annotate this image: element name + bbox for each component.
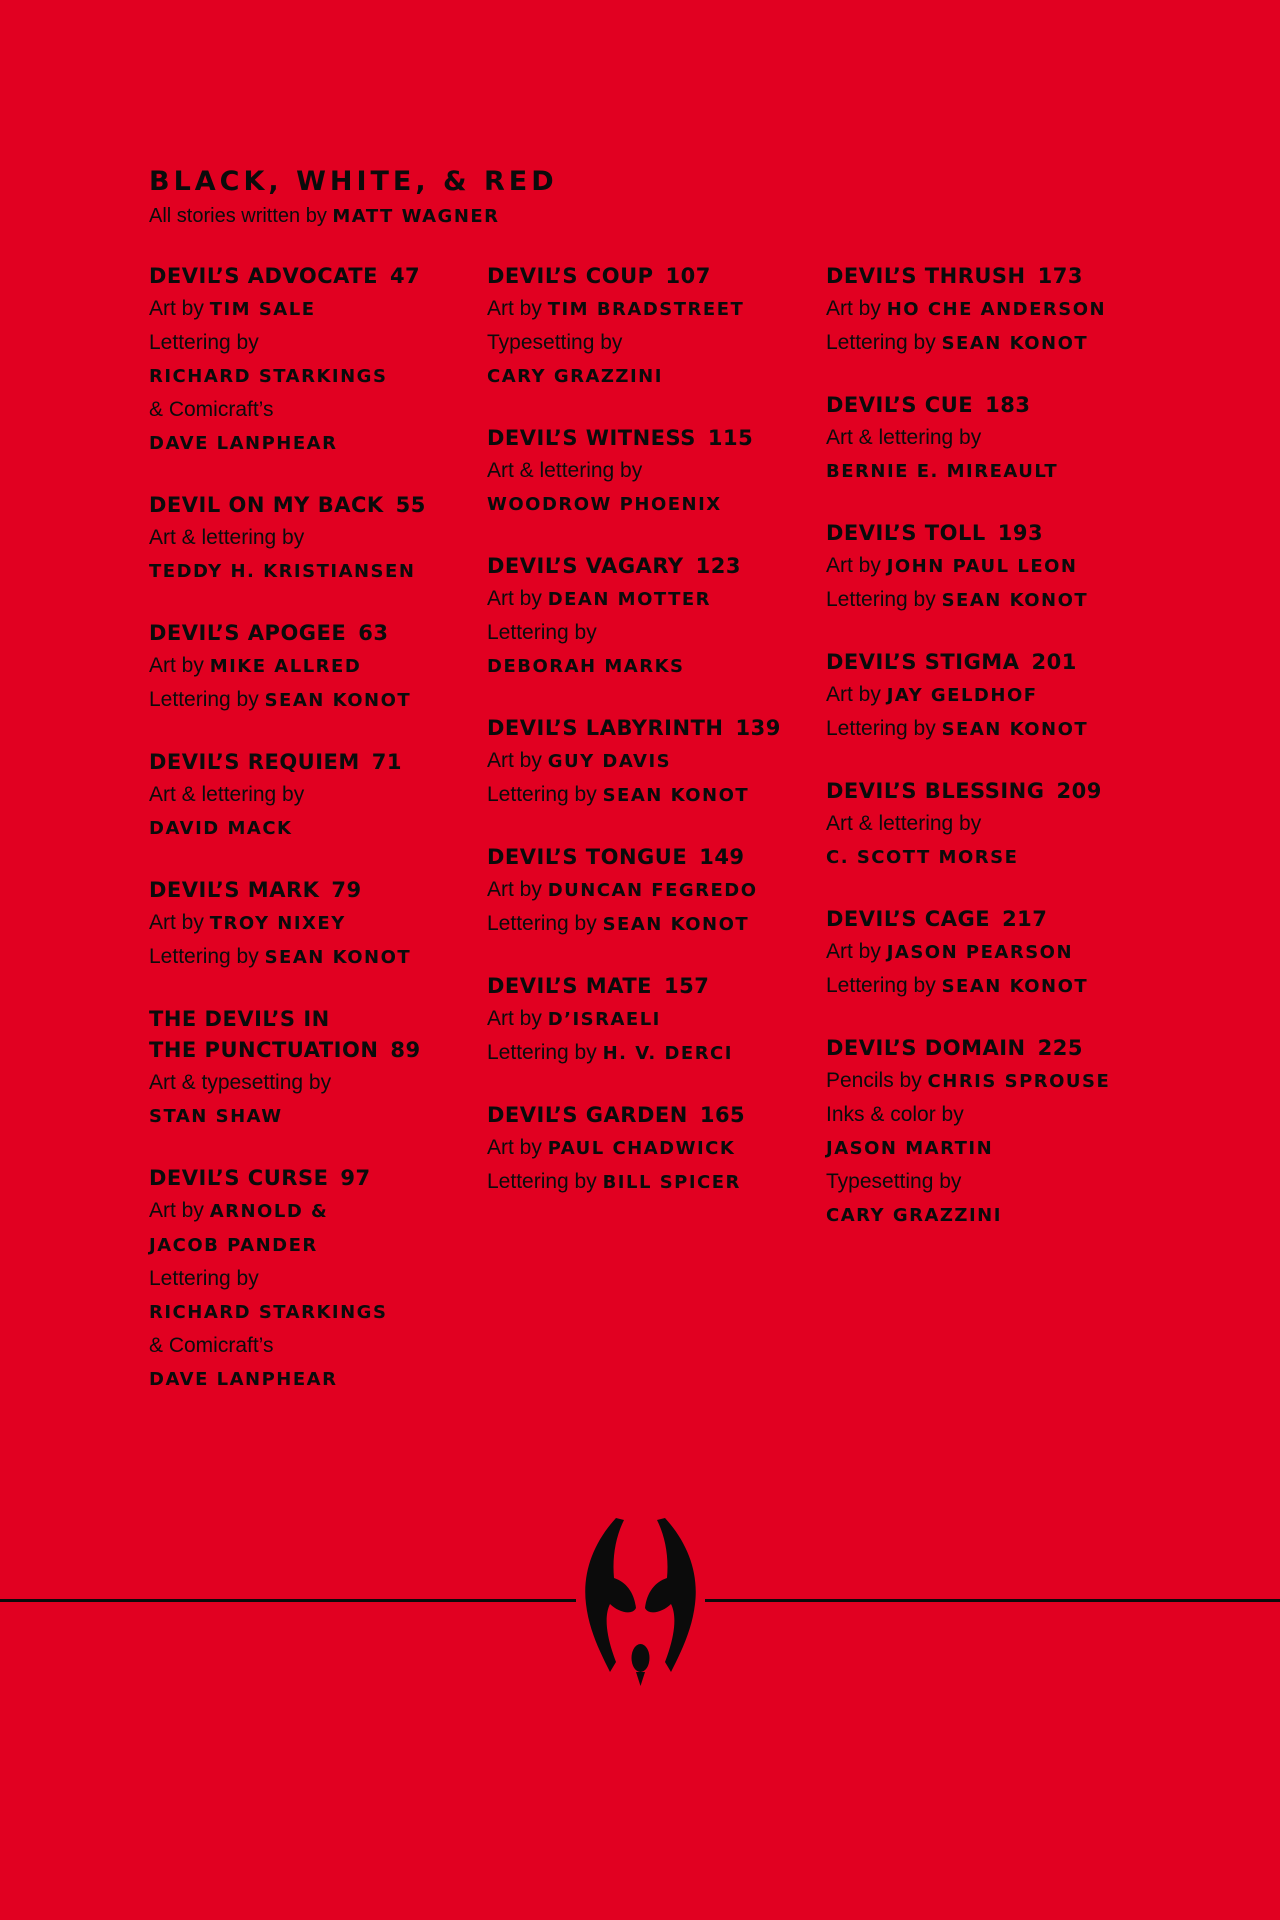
creator-name: TROY NIXEY — [209, 913, 346, 934]
credit-role: Lettering by — [487, 1170, 603, 1193]
credit-line — [826, 421, 1156, 454]
credit-role: Art & lettering by — [826, 812, 982, 835]
credit-role: Lettering by — [487, 1041, 603, 1064]
story-page-number: 165 — [699, 1103, 746, 1127]
credit-line — [826, 549, 1156, 583]
credit-line — [487, 1131, 817, 1165]
story-title: DEVIL’S APOGEE — [149, 621, 347, 645]
story-entry-devils-cage — [826, 904, 1156, 1003]
creator-name: SEAN KONOT — [941, 719, 1089, 740]
story-page-number: 79 — [331, 878, 362, 902]
credit-role: Art & lettering by — [487, 459, 643, 482]
story-entry-devil-on-my-back — [149, 490, 479, 588]
creator-name: WOODROW PHOENIX — [487, 494, 722, 515]
story-heading — [487, 1100, 817, 1131]
divider-rule-right — [705, 1599, 1280, 1602]
credit-line — [487, 1165, 817, 1199]
story-title: DEVIL’S ADVOCATE — [149, 264, 378, 288]
story-page-number: 225 — [1037, 1036, 1083, 1060]
credit-role: Typesetting by — [826, 1170, 962, 1193]
story-heading — [826, 776, 1156, 807]
credit-role: Art by — [487, 1007, 548, 1030]
credit-role: Art by — [487, 749, 548, 772]
creator-name: JASON MARTIN — [826, 1138, 994, 1159]
story-heading — [149, 261, 479, 292]
credit-line — [149, 393, 479, 426]
story-page-number: 89 — [390, 1038, 421, 1062]
story-page-number: 123 — [695, 554, 741, 578]
story-page-number: 107 — [665, 264, 711, 288]
section-header — [149, 166, 558, 230]
story-title: DEVIL’S CAGE — [826, 907, 991, 931]
story-title: DEVIL’S STIGMA — [826, 650, 1020, 674]
credit-role: Art by — [149, 297, 210, 320]
credit-role: Lettering by — [826, 331, 942, 354]
story-page-number: 193 — [997, 521, 1044, 545]
credit-line — [826, 454, 1156, 488]
creator-name: GUY DAVIS — [547, 751, 672, 772]
credit-role: Lettering by — [826, 974, 942, 997]
creator-name: SEAN KONOT — [264, 690, 412, 711]
credit-line — [487, 359, 817, 393]
creator-name: SEAN KONOT — [602, 914, 750, 935]
page-title: BLACK, WHITE, & RED — [149, 166, 558, 197]
creator-name: RICHARD STARKINGS — [149, 366, 388, 387]
credit-line — [826, 935, 1156, 969]
creator-name: RICHARD STARKINGS — [149, 1302, 388, 1323]
story-page-number: 97 — [340, 1166, 371, 1190]
creator-name: SEAN KONOT — [941, 590, 1089, 611]
story-entry-devils-cue — [826, 390, 1156, 488]
story-heading — [826, 518, 1156, 549]
creator-name: SEAN KONOT — [941, 976, 1089, 997]
contents-column-3 — [826, 261, 1156, 1262]
story-entry-devils-toll — [826, 518, 1156, 617]
story-entry-devils-witness — [487, 423, 817, 521]
story-heading — [826, 261, 1156, 292]
credit-role: Art by — [487, 1136, 548, 1159]
subtitle-prefix: All stories written by — [149, 205, 333, 227]
credit-line — [487, 1002, 817, 1036]
story-entry-devils-advocate — [149, 261, 479, 460]
story-title: DEVIL’S COUP — [487, 264, 654, 288]
story-heading — [149, 490, 479, 521]
credit-role: Art by — [149, 911, 210, 934]
story-heading — [149, 875, 479, 906]
credit-line — [826, 712, 1156, 746]
credit-line — [149, 811, 479, 845]
credit-line — [826, 326, 1156, 360]
story-title: THE DEVIL’S IN THE PUNCTUATION — [149, 1007, 379, 1062]
credit-line — [149, 1066, 479, 1099]
credit-line — [826, 292, 1156, 326]
creator-name: DAVE LANPHEAR — [149, 433, 338, 454]
story-page-number: 157 — [664, 974, 710, 998]
credit-line — [149, 778, 479, 811]
writer-name: MATT WAGNER — [332, 206, 500, 227]
story-page-number: 209 — [1056, 779, 1102, 803]
creator-name: DAVE LANPHEAR — [149, 1369, 338, 1390]
credit-line — [149, 326, 479, 359]
credit-role: Art by — [826, 940, 887, 963]
creator-name: TEDDY H. KRISTIANSEN — [149, 561, 416, 582]
credit-role: & Comicraft’s — [149, 1334, 274, 1357]
story-title: DEVIL’S DOMAIN — [826, 1036, 1026, 1060]
story-title: DEVIL’S TOLL — [826, 521, 986, 545]
credit-line — [487, 1036, 817, 1070]
creator-name: DEBORAH MARKS — [487, 656, 685, 677]
credit-line — [487, 582, 817, 616]
story-entry-devils-thrush — [826, 261, 1156, 360]
credit-role: Art by — [826, 554, 887, 577]
story-page-number: 71 — [371, 750, 403, 774]
credit-line — [826, 1198, 1156, 1232]
story-entry-devils-apogee — [149, 618, 479, 717]
credit-line — [487, 326, 817, 359]
story-heading — [487, 423, 817, 454]
subtitle — [149, 203, 558, 230]
contents-column-1 — [149, 261, 479, 1426]
story-heading — [487, 713, 817, 744]
credit-line — [149, 292, 479, 326]
credit-line — [487, 454, 817, 487]
story-title: DEVIL’S MATE — [487, 974, 652, 998]
credit-line — [487, 616, 817, 649]
story-heading — [149, 1004, 479, 1066]
story-title: DEVIL’S LABYRINTH — [487, 716, 724, 740]
creator-name: JASON PEARSON — [886, 942, 1074, 963]
story-title: DEVIL’S GARDEN — [487, 1103, 688, 1127]
credit-line — [487, 744, 817, 778]
credit-role: & Comicraft’s — [149, 398, 274, 421]
story-heading — [826, 647, 1156, 678]
credit-role: Lettering by — [826, 717, 942, 740]
story-page-number: 183 — [985, 393, 1031, 417]
credit-line — [149, 1362, 479, 1396]
story-heading — [487, 971, 817, 1002]
story-title: DEVIL’S BLESSING — [826, 779, 1045, 803]
credit-line — [149, 940, 479, 974]
creator-name: ARNOLD & — [209, 1201, 329, 1222]
credit-role: Inks & color by — [826, 1103, 964, 1126]
story-heading — [487, 551, 817, 582]
story-page-number: 139 — [735, 716, 781, 740]
credit-line — [826, 807, 1156, 840]
credit-line — [826, 583, 1156, 617]
story-heading — [826, 904, 1156, 935]
credit-role: Art by — [487, 587, 548, 610]
story-entry-devils-blessing — [826, 776, 1156, 874]
story-title: DEVIL’S THRUSH — [826, 264, 1026, 288]
story-entry-devils-requiem — [149, 747, 479, 845]
story-entry-devils-garden — [487, 1100, 817, 1199]
creator-name: DEAN MOTTER — [547, 589, 712, 610]
story-entry-devils-domain — [826, 1033, 1156, 1232]
story-heading — [487, 261, 817, 292]
story-heading — [826, 1033, 1156, 1064]
credit-line — [487, 649, 817, 683]
creator-name: BERNIE E. MIREAULT — [826, 461, 1059, 482]
creator-name: JACOB PANDER — [149, 1235, 318, 1256]
credit-role: Art & lettering by — [149, 783, 305, 806]
credit-line — [487, 873, 817, 907]
creator-name: JAY GELDHOF — [886, 685, 1038, 706]
credit-line — [149, 649, 479, 683]
story-title: DEVIL’S MARK — [149, 878, 320, 902]
creator-name: SEAN KONOT — [264, 947, 412, 968]
creator-name: H. V. DERCI — [602, 1043, 733, 1064]
credit-line — [487, 292, 817, 326]
credit-role: Art by — [487, 297, 548, 320]
creator-name: C. SCOTT MORSE — [826, 847, 1019, 868]
credit-line — [826, 1165, 1156, 1198]
story-title: DEVIL’S CUE — [826, 393, 974, 417]
credit-line — [149, 426, 479, 460]
creator-name: JOHN PAUL LEON — [886, 556, 1078, 577]
credit-line — [149, 906, 479, 940]
creator-name: MIKE ALLRED — [209, 656, 362, 677]
story-page-number: 217 — [1002, 907, 1048, 931]
credit-role: Pencils by — [826, 1069, 928, 1092]
story-entry-devils-vagary — [487, 551, 817, 683]
credit-role: Lettering by — [149, 688, 265, 711]
creator-name: CARY GRAZZINI — [487, 366, 663, 387]
credit-line — [149, 683, 479, 717]
credit-line — [826, 969, 1156, 1003]
credit-role: Art by — [149, 654, 210, 677]
creator-name: SEAN KONOT — [941, 333, 1089, 354]
credit-role: Art & lettering by — [149, 526, 305, 549]
story-entry-devils-curse — [149, 1163, 479, 1396]
credit-line — [149, 1194, 479, 1228]
credit-line — [149, 521, 479, 554]
creator-name: PAUL CHADWICK — [547, 1138, 736, 1159]
credit-line — [826, 840, 1156, 874]
creator-name: STAN SHAW — [149, 1106, 283, 1127]
divider-rule-left — [0, 1599, 576, 1602]
creator-name: DAVID MACK — [149, 818, 293, 839]
story-page-number: 63 — [358, 621, 389, 645]
story-entry-devils-labyrinth — [487, 713, 817, 812]
credit-role: Lettering by — [149, 1267, 259, 1290]
credit-line — [149, 1295, 479, 1329]
story-heading — [149, 1163, 479, 1194]
credit-line — [826, 1131, 1156, 1165]
story-page-number: 47 — [389, 264, 421, 288]
credit-line — [826, 1098, 1156, 1131]
creator-name: CARY GRAZZINI — [826, 1205, 1002, 1226]
credit-line — [149, 1262, 479, 1295]
creator-name: BILL SPICER — [602, 1172, 741, 1193]
story-entry-devils-coup — [487, 261, 817, 393]
credit-role: Lettering by — [487, 621, 597, 644]
credit-role: Lettering by — [149, 945, 265, 968]
credit-line — [149, 554, 479, 588]
credit-role: Lettering by — [487, 912, 603, 935]
credit-line — [149, 1099, 479, 1133]
credit-line — [826, 1064, 1156, 1098]
story-heading — [149, 747, 479, 778]
story-entry-devils-mate — [487, 971, 817, 1070]
creator-name: SEAN KONOT — [602, 785, 750, 806]
credit-role: Art by — [487, 878, 548, 901]
story-page-number: 55 — [395, 493, 426, 517]
creator-name: TIM SALE — [209, 299, 316, 320]
story-title: DEVIL’S VAGARY — [487, 554, 684, 578]
story-title: DEVIL’S WITNESS — [487, 426, 696, 450]
credit-line — [149, 1329, 479, 1362]
story-heading — [487, 842, 817, 873]
creator-name: HO CHE ANDERSON — [886, 299, 1107, 320]
creator-name: D’ISRAELI — [547, 1009, 661, 1030]
story-entry-the-devils-in-the-punctuation — [149, 1004, 479, 1133]
credit-role: Art by — [149, 1199, 210, 1222]
creator-name: CHRIS SPROUSE — [927, 1071, 1111, 1092]
story-title: DEVIL ON MY BACK — [149, 493, 384, 517]
credit-role: Art & lettering by — [826, 426, 982, 449]
credit-role: Lettering by — [487, 783, 603, 806]
credit-role: Art by — [826, 683, 887, 706]
credit-role: Art by — [826, 297, 887, 320]
story-title: DEVIL’S TONGUE — [487, 845, 688, 869]
story-page-number: 115 — [707, 426, 754, 450]
credit-line — [149, 359, 479, 393]
story-title: DEVIL’S CURSE — [149, 1166, 329, 1190]
story-entry-devils-stigma — [826, 647, 1156, 746]
credit-line — [826, 678, 1156, 712]
credit-role: Art & typesetting by — [149, 1071, 332, 1094]
story-entry-devils-mark — [149, 875, 479, 974]
story-page-number: 201 — [1031, 650, 1077, 674]
creator-name: TIM BRADSTREET — [547, 299, 745, 320]
credit-line — [149, 1228, 479, 1262]
story-entry-devils-tongue — [487, 842, 817, 941]
credit-line — [487, 778, 817, 812]
credit-role: Lettering by — [826, 588, 942, 611]
contents-column-2 — [487, 261, 817, 1229]
story-title: DEVIL’S REQUIEM — [149, 750, 360, 774]
story-heading — [149, 618, 479, 649]
credit-role: Lettering by — [149, 331, 259, 354]
creator-name: DUNCAN FEGREDO — [547, 880, 758, 901]
story-page-number: 149 — [699, 845, 745, 869]
credit-role: Typesetting by — [487, 331, 623, 354]
daredevil-mask-icon — [576, 1512, 705, 1690]
credit-line — [487, 487, 817, 521]
story-page-number: 173 — [1037, 264, 1083, 288]
credit-line — [487, 907, 817, 941]
story-heading — [826, 390, 1156, 421]
